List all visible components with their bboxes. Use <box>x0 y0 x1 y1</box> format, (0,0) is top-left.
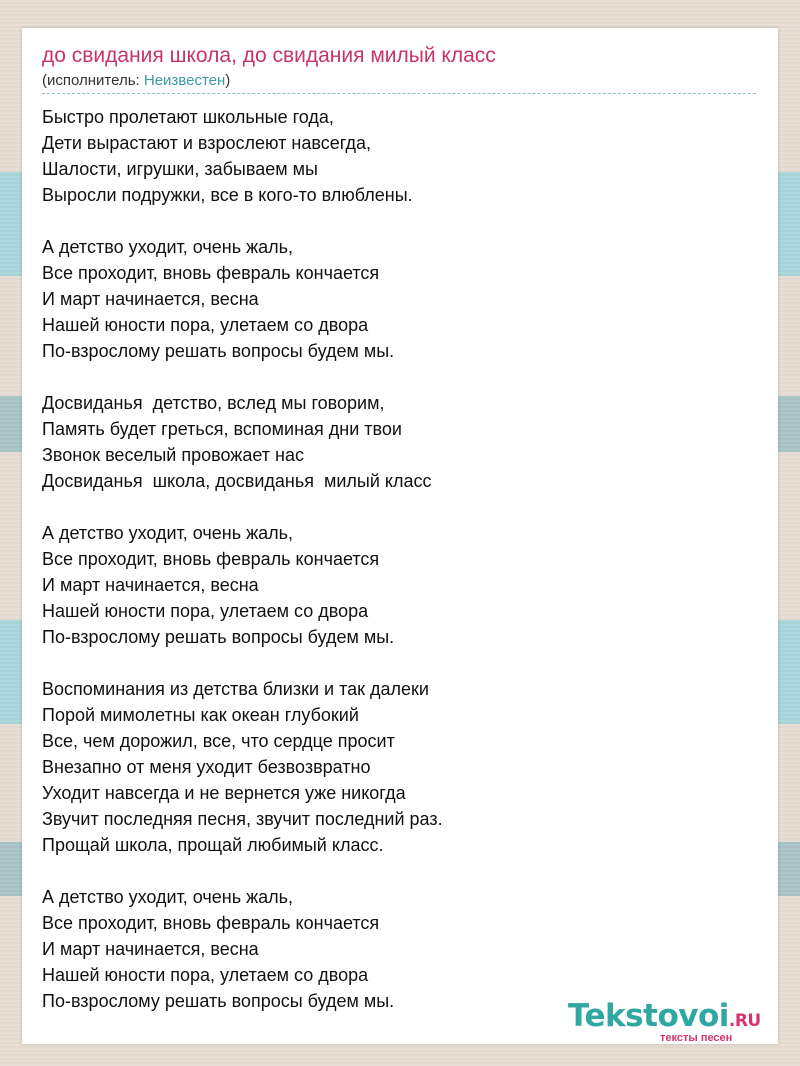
lyric-line: Досвиданья детство, вслед мы говорим, <box>42 393 385 413</box>
artist-link[interactable]: Неизвестен <box>143 72 226 89</box>
lyric-line: И март начинается, весна <box>42 939 259 959</box>
stanza <box>42 676 443 858</box>
lyric-line: Воспоминания из детства близки и так далеки <box>42 679 429 699</box>
lyric-line: Досвиданья школа, досвиданья милый класс <box>42 471 432 491</box>
artist-suffix: ) <box>225 72 231 89</box>
lyric-line: Звучит последняя песня, звучит последний раз. <box>42 809 443 829</box>
lyric-line: Все проходит, вновь февраль кончается <box>42 913 380 933</box>
lyric-line: Шалости, игрушки, забываем мы <box>42 159 318 179</box>
lyric-line: Звонок веселый провожает нас <box>42 445 304 465</box>
stanza <box>42 104 443 208</box>
lyric-line: По-взрослому решать вопросы будем мы. <box>42 627 395 647</box>
lyric-line: Выросли подружки, все в кого-то влюблены. <box>42 185 413 205</box>
lyric-line: Внезапно от меня уходит безвозвратно <box>42 757 371 777</box>
lyric-line: Память будет греться, вспоминая дни твои <box>42 419 402 439</box>
logo-tagline: тексты песен <box>660 1032 733 1044</box>
lyric-line: Все проходит, вновь февраль кончается <box>42 549 380 569</box>
lyric-line: И март начинается, весна <box>42 575 259 595</box>
lyric-line: А детство уходит, очень жаль, <box>42 237 294 257</box>
lyric-line: Прощай школа, прощай любимый класс. <box>42 835 384 855</box>
lyrics-text <box>42 104 443 1014</box>
stanza <box>42 390 443 494</box>
lyric-line: А детство уходит, очень жаль, <box>42 887 294 907</box>
logo-tld: .RU <box>728 1011 761 1031</box>
stanza-gap <box>42 364 443 390</box>
stanza-gap <box>42 494 443 520</box>
lyrics-page <box>22 28 778 1044</box>
lyric-line: А детство уходит, очень жаль, <box>42 523 294 543</box>
lyric-line: Нашей юности пора, улетаем со двора <box>42 315 369 335</box>
logo-name: Tekstovoi <box>568 998 729 1034</box>
lyric-line: По-взрослому решать вопросы будем мы. <box>42 341 395 361</box>
title-divider <box>42 93 756 94</box>
lyric-line: И март начинается, весна <box>42 289 259 309</box>
lyric-line: По-взрослому решать вопросы будем мы. <box>42 991 395 1011</box>
lyric-line: Нашей юности пора, улетаем со двора <box>42 601 369 621</box>
artist-line <box>42 72 230 89</box>
stanza <box>42 884 443 1014</box>
stanza <box>42 234 443 364</box>
lyric-line: Все проходит, вновь февраль кончается <box>42 263 380 283</box>
lyric-line: Все, чем дорожил, все, что сердце просит <box>42 731 395 751</box>
stanza <box>42 520 443 650</box>
site-logo[interactable] <box>568 998 778 1046</box>
lyric-line: Порой мимолетны как океан глубокий <box>42 705 359 725</box>
logo-wordmark <box>568 998 761 1034</box>
stanza-gap <box>42 208 443 234</box>
artist-prefix: (исполнитель: <box>42 72 144 89</box>
lyric-line: Быстро пролетают школьные года, <box>42 107 334 127</box>
stanza-gap <box>42 650 443 676</box>
song-title: до свидания школа, до свидания милый класс <box>42 44 496 67</box>
stanza-gap <box>42 858 443 884</box>
lyric-line: Нашей юности пора, улетаем со двора <box>42 965 369 985</box>
lyric-line: Уходит навсегда и не вернется уже никогда <box>42 783 406 803</box>
lyric-line: Дети вырастают и взрослеют навсегда, <box>42 133 371 153</box>
